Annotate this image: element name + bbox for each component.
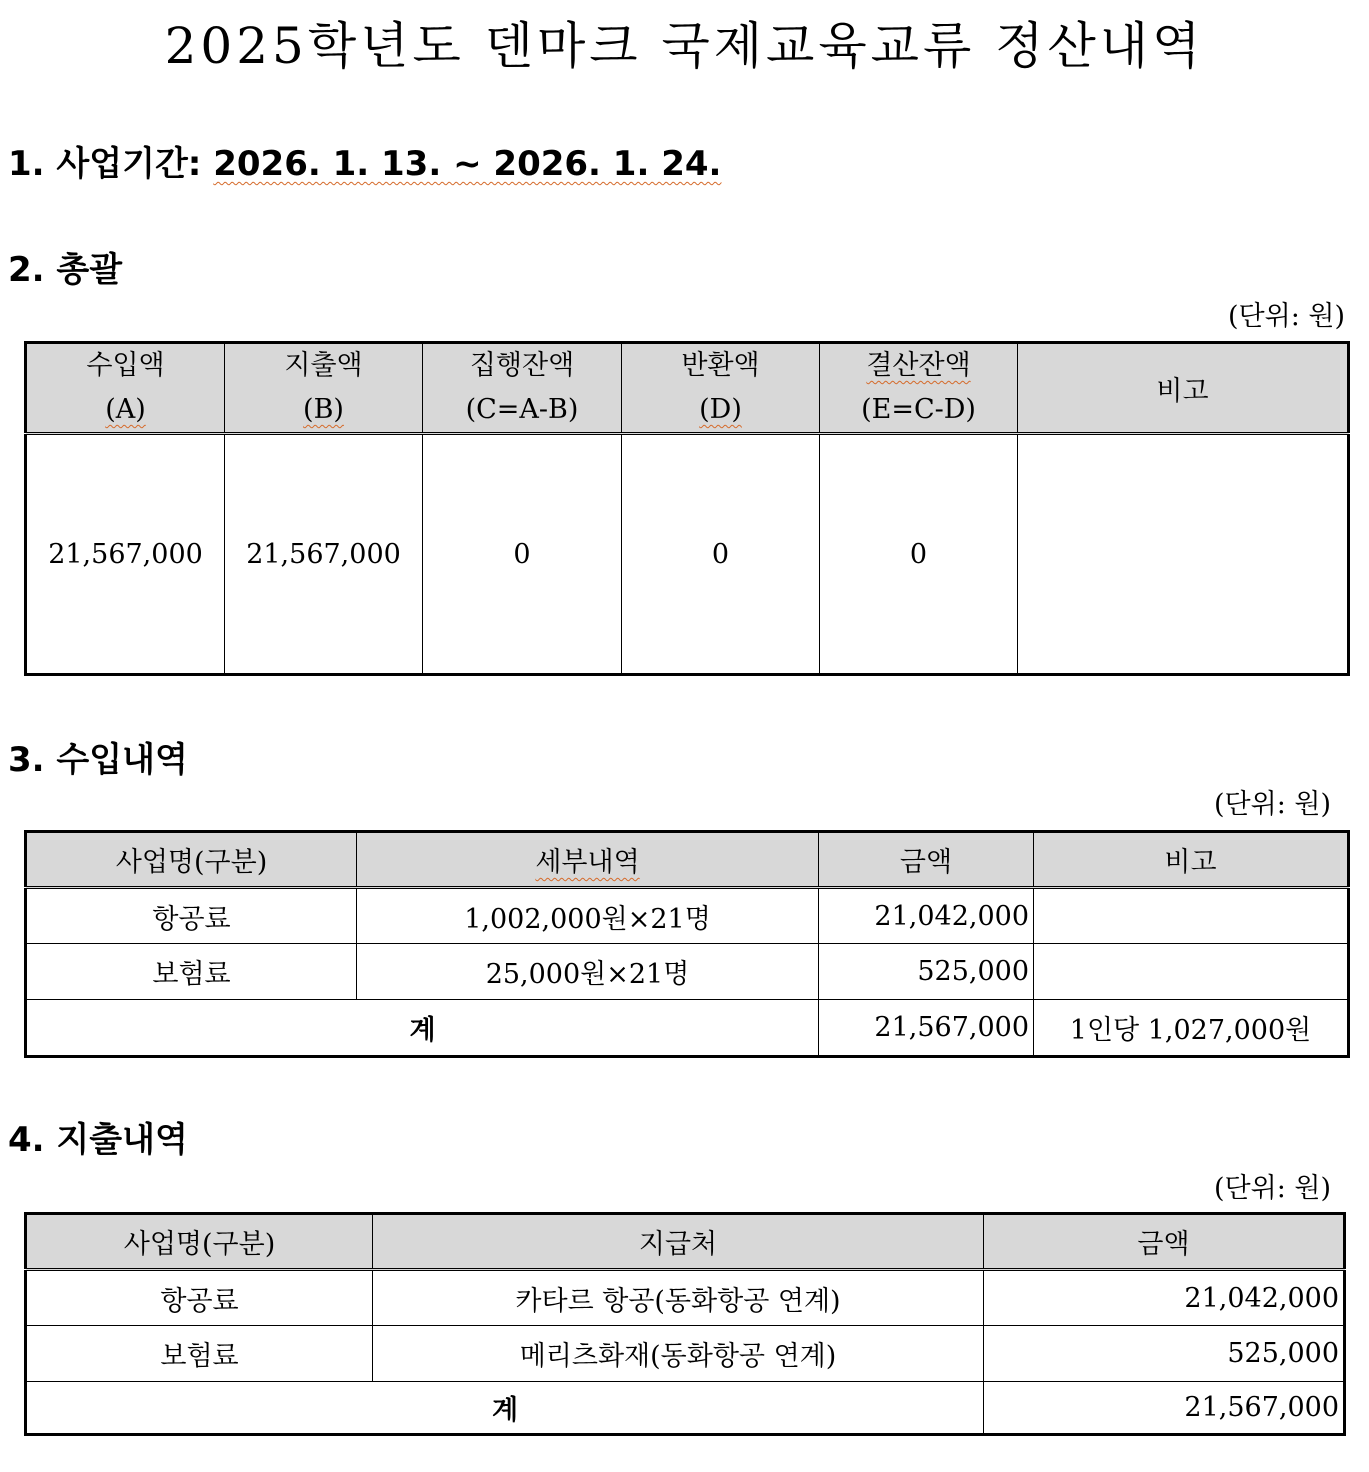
income-table	[24, 830, 1350, 1058]
section2-heading: 2. 총괄	[8, 250, 123, 290]
summary-balance: 0	[423, 434, 622, 675]
summary-expense: 21,567,000	[225, 434, 423, 675]
section4-unit: (단위: 원)	[1214, 1173, 1331, 1204]
income-total-note: 1인당 1,027,000원	[1034, 1000, 1349, 1057]
summary-note	[1018, 434, 1349, 675]
income-header-note: 비고	[1034, 832, 1349, 888]
table-row	[26, 944, 1349, 1000]
summary-header-income: 수입액 (A)	[26, 343, 225, 434]
income-total-label: 계	[26, 1000, 819, 1057]
income-row-detail: 25,000원×21명	[357, 944, 819, 1000]
income-total-row	[26, 1000, 1349, 1057]
section1-heading	[8, 136, 721, 185]
income-header-name: 사업명(구분)	[26, 832, 357, 888]
summary-header-final: 결산잔액 (E=C-D)	[820, 343, 1018, 434]
summary-final: 0	[820, 434, 1018, 675]
expense-row-name: 보험료	[26, 1326, 373, 1382]
table-row	[26, 888, 1349, 944]
table-row	[26, 1270, 1345, 1326]
expense-header-row	[26, 1214, 1345, 1270]
income-header-row	[26, 832, 1349, 888]
expense-row-amount: 525,000	[984, 1326, 1345, 1382]
income-row-amount: 21,042,000	[819, 888, 1034, 944]
income-row-note	[1034, 944, 1349, 1000]
summary-income: 21,567,000	[26, 434, 225, 675]
expense-header-amount: 금액	[984, 1214, 1345, 1270]
section3-unit: (단위: 원)	[1214, 789, 1331, 820]
income-row-name: 보험료	[26, 944, 357, 1000]
expense-row-payee: 메리츠화재(동화항공 연계)	[373, 1326, 984, 1382]
income-header-detail: 세부내역	[357, 832, 819, 888]
summary-header-row	[26, 343, 1349, 434]
income-row-amount: 525,000	[819, 944, 1034, 1000]
section4-heading: 4. 지출내역	[8, 1120, 188, 1160]
section3-heading: 3. 수입내역	[8, 740, 188, 780]
summary-header-balance: 집행잔액 (C=A-B)	[423, 343, 622, 434]
expense-header-name: 사업명(구분)	[26, 1214, 373, 1270]
income-row-note	[1034, 888, 1349, 944]
summary-refund: 0	[622, 434, 820, 675]
table-row	[26, 1326, 1345, 1382]
section2-unit: (단위: 원)	[1228, 301, 1345, 332]
summary-header-refund: 반환액 (D)	[622, 343, 820, 434]
summary-header-note: 비고	[1018, 343, 1349, 434]
summary-value-row	[26, 434, 1349, 675]
summary-header-expense: 지출액 (B)	[225, 343, 423, 434]
expense-row-name: 항공료	[26, 1270, 373, 1326]
summary-table	[24, 341, 1350, 676]
income-row-detail: 1,002,000원×21명	[357, 888, 819, 944]
expense-row-payee: 카타르 항공(동화항공 연계)	[373, 1270, 984, 1326]
expense-row-amount: 21,042,000	[984, 1270, 1345, 1326]
section1-label: 1. 사업기간:	[8, 144, 202, 184]
expense-total-row	[26, 1382, 1345, 1435]
income-header-amount: 금액	[819, 832, 1034, 888]
income-total-amount: 21,567,000	[819, 1000, 1034, 1057]
section1-period: 2026. 1. 13. ~ 2026. 1. 24.	[213, 144, 722, 184]
expense-header-payee: 지급처	[373, 1214, 984, 1270]
income-row-name: 항공료	[26, 888, 357, 944]
expense-total-label: 계	[26, 1382, 984, 1435]
expense-table	[24, 1212, 1346, 1436]
page-title: 2025학년도 덴마크 국제교육교류 정산내역	[164, 17, 1205, 75]
expense-total-amount: 21,567,000	[984, 1382, 1345, 1435]
